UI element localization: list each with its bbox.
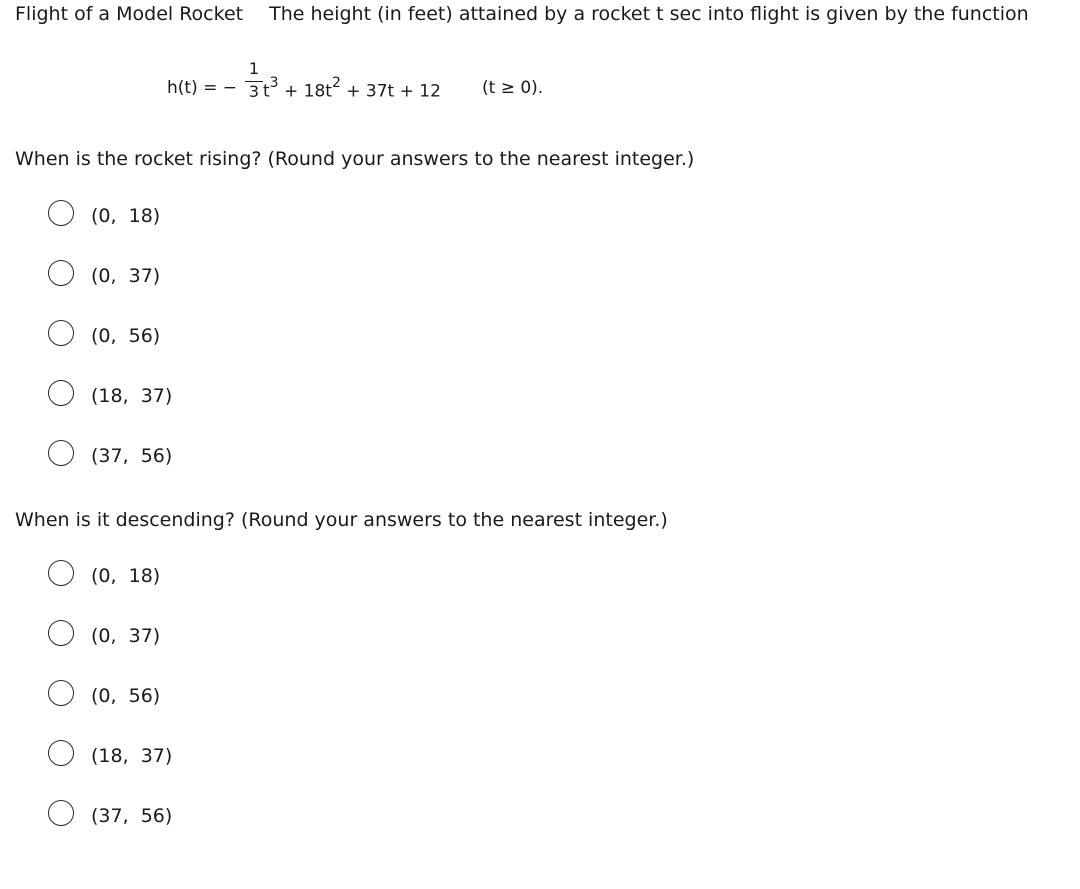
radio-button-icon[interactable] xyxy=(48,740,74,766)
radio-button-icon[interactable] xyxy=(48,620,74,646)
rising-option[interactable] xyxy=(48,440,172,500)
option-label: (37, 56) xyxy=(91,805,173,827)
fraction-denominator: 3 xyxy=(248,82,260,101)
radio-button-icon[interactable] xyxy=(48,200,74,226)
problem-intro: The height (in feet) attained by a rocket t sec into flight is given by the function xyxy=(269,3,1029,25)
rising-option[interactable] xyxy=(48,200,172,260)
question-descending: When is it descending? (Round your answers to the nearest integer.) xyxy=(15,509,668,531)
rising-option[interactable] xyxy=(48,260,172,320)
descending-option[interactable] xyxy=(48,740,172,800)
descending-options xyxy=(48,560,172,860)
radio-button-icon[interactable] xyxy=(48,320,74,346)
option-label: (0, 37) xyxy=(91,625,161,647)
descending-option[interactable] xyxy=(48,620,172,680)
term1-exponent: 3 xyxy=(269,75,279,91)
formula-lhs: h(t) = − xyxy=(167,78,238,98)
radio-button-icon[interactable] xyxy=(48,560,74,586)
formula-rhs xyxy=(263,75,441,102)
option-label: (18, 37) xyxy=(91,745,173,767)
option-label: (18, 37) xyxy=(91,385,173,407)
question-rising: When is the rocket rising? (Round your answers to the nearest integer.) xyxy=(15,148,695,170)
option-label: (0, 18) xyxy=(91,205,161,227)
option-label: (0, 18) xyxy=(91,565,161,587)
radio-button-icon[interactable] xyxy=(48,800,74,826)
problem-header xyxy=(15,3,1029,25)
radio-button-icon[interactable] xyxy=(48,260,74,286)
rising-option[interactable] xyxy=(48,320,172,380)
option-label: (0, 56) xyxy=(91,325,161,347)
formula-fraction xyxy=(245,60,263,101)
option-label: (37, 56) xyxy=(91,445,173,467)
rising-options xyxy=(48,200,172,500)
term2: + 18t xyxy=(278,81,332,102)
descending-option[interactable] xyxy=(48,800,172,860)
formula-domain: (t ≥ 0). xyxy=(482,78,544,98)
option-label: (0, 56) xyxy=(91,685,161,707)
fraction-numerator: 1 xyxy=(248,59,260,78)
problem-title: Flight of a Model Rocket xyxy=(15,3,244,25)
term2-exponent: 2 xyxy=(331,75,341,91)
radio-button-icon[interactable] xyxy=(48,680,74,706)
descending-option[interactable] xyxy=(48,560,172,620)
radio-button-icon[interactable] xyxy=(48,380,74,406)
rising-option[interactable] xyxy=(48,380,172,440)
descending-option[interactable] xyxy=(48,680,172,740)
term1-var: t xyxy=(263,81,270,102)
radio-button-icon[interactable] xyxy=(48,440,74,466)
term3: + 37t + 12 xyxy=(340,81,441,102)
option-label: (0, 37) xyxy=(91,265,161,287)
